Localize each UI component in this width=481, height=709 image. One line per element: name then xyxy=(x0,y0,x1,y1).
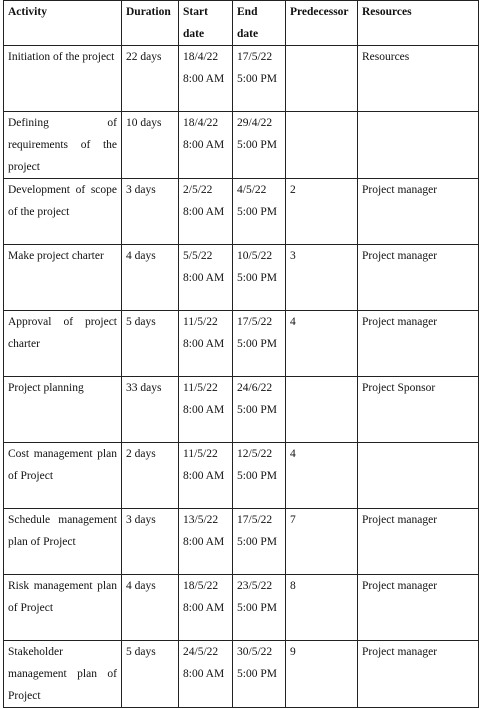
start-date-cell: 18/5/22 8:00 AM xyxy=(179,575,233,641)
resources-cell: Project manager xyxy=(358,311,479,377)
table-row xyxy=(4,377,479,443)
table-row xyxy=(4,443,479,509)
duration-cell: 2 days xyxy=(122,443,179,509)
activity-cell: Defining of requirements of the project xyxy=(4,112,122,179)
activity-cell: Approval of project charter xyxy=(4,311,122,377)
start-date-cell: 18/4/22 8:00 AM xyxy=(179,46,233,112)
duration-cell: 5 days xyxy=(122,641,179,708)
activity-cell: Project planning xyxy=(4,377,122,443)
start-date-cell: 18/4/22 8:00 AM xyxy=(179,112,233,179)
header-resources: Resources xyxy=(358,1,479,46)
end-date-cell: 17/5/22 5:00 PM xyxy=(233,311,286,377)
start-date-cell: 24/5/22 8:00 AM xyxy=(179,641,233,708)
header-end-date: End date xyxy=(233,1,286,46)
activity-cell: Risk management plan of Project xyxy=(4,575,122,641)
schedule-table xyxy=(3,0,479,708)
table-row xyxy=(4,575,479,641)
end-date-cell: 17/5/22 5:00 PM xyxy=(233,46,286,112)
table-row xyxy=(4,46,479,112)
table-row xyxy=(4,311,479,377)
end-date-cell: 29/4/22 5:00 PM xyxy=(233,112,286,179)
start-date-cell: 11/5/22 8:00 AM xyxy=(179,311,233,377)
resources-cell xyxy=(358,112,479,179)
header-activity: Activity xyxy=(4,1,122,46)
table-row xyxy=(4,509,479,575)
end-date-cell: 23/5/22 5:00 PM xyxy=(233,575,286,641)
duration-cell: 4 days xyxy=(122,245,179,311)
table-row xyxy=(4,112,479,179)
resources-cell: Project Sponsor xyxy=(358,377,479,443)
header-duration: Duration xyxy=(122,1,179,46)
end-date-cell: 12/5/22 5:00 PM xyxy=(233,443,286,509)
header-start-date: Start date xyxy=(179,1,233,46)
resources-cell: Project manager xyxy=(358,509,479,575)
activity-cell: Schedule management plan of Project xyxy=(4,509,122,575)
end-date-cell: 17/5/22 5:00 PM xyxy=(233,509,286,575)
predecessor-cell xyxy=(286,46,358,112)
predecessor-cell: 9 xyxy=(286,641,358,708)
duration-cell: 10 days xyxy=(122,112,179,179)
start-date-cell: 11/5/22 8:00 AM xyxy=(179,377,233,443)
duration-cell: 3 days xyxy=(122,509,179,575)
start-date-cell: 2/5/22 8:00 AM xyxy=(179,179,233,245)
activity-cell: Development of scope of the project xyxy=(4,179,122,245)
activity-cell: Stakeholder management plan of Project xyxy=(4,641,122,708)
resources-cell xyxy=(358,443,479,509)
duration-cell: 33 days xyxy=(122,377,179,443)
end-date-cell: 10/5/22 5:00 PM xyxy=(233,245,286,311)
resources-cell: Project manager xyxy=(358,575,479,641)
predecessor-cell: 8 xyxy=(286,575,358,641)
table-row xyxy=(4,179,479,245)
activity-cell: Initiation of the project xyxy=(4,46,122,112)
table-header-row xyxy=(4,1,479,46)
start-date-cell: 5/5/22 8:00 AM xyxy=(179,245,233,311)
start-date-cell: 11/5/22 8:00 AM xyxy=(179,443,233,509)
duration-cell: 3 days xyxy=(122,179,179,245)
resources-cell: Project manager xyxy=(358,641,479,708)
resources-cell: Resources xyxy=(358,46,479,112)
duration-cell: 5 days xyxy=(122,311,179,377)
resources-cell: Project manager xyxy=(358,245,479,311)
duration-cell: 4 days xyxy=(122,575,179,641)
resources-cell: Project manager xyxy=(358,179,479,245)
duration-cell: 22 days xyxy=(122,46,179,112)
end-date-cell: 24/6/22 5:00 PM xyxy=(233,377,286,443)
predecessor-cell xyxy=(286,377,358,443)
table-row xyxy=(4,245,479,311)
end-date-cell: 4/5/22 5:00 PM xyxy=(233,179,286,245)
start-date-cell: 13/5/22 8:00 AM xyxy=(179,509,233,575)
predecessor-cell: 2 xyxy=(286,179,358,245)
activity-cell: Make project charter xyxy=(4,245,122,311)
end-date-cell: 30/5/22 5:00 PM xyxy=(233,641,286,708)
header-predecessor: Predecessor xyxy=(286,1,358,46)
predecessor-cell xyxy=(286,112,358,179)
table-row xyxy=(4,641,479,708)
predecessor-cell: 3 xyxy=(286,245,358,311)
predecessor-cell: 7 xyxy=(286,509,358,575)
predecessor-cell: 4 xyxy=(286,443,358,509)
activity-cell: Cost management plan of Project xyxy=(4,443,122,509)
predecessor-cell: 4 xyxy=(286,311,358,377)
